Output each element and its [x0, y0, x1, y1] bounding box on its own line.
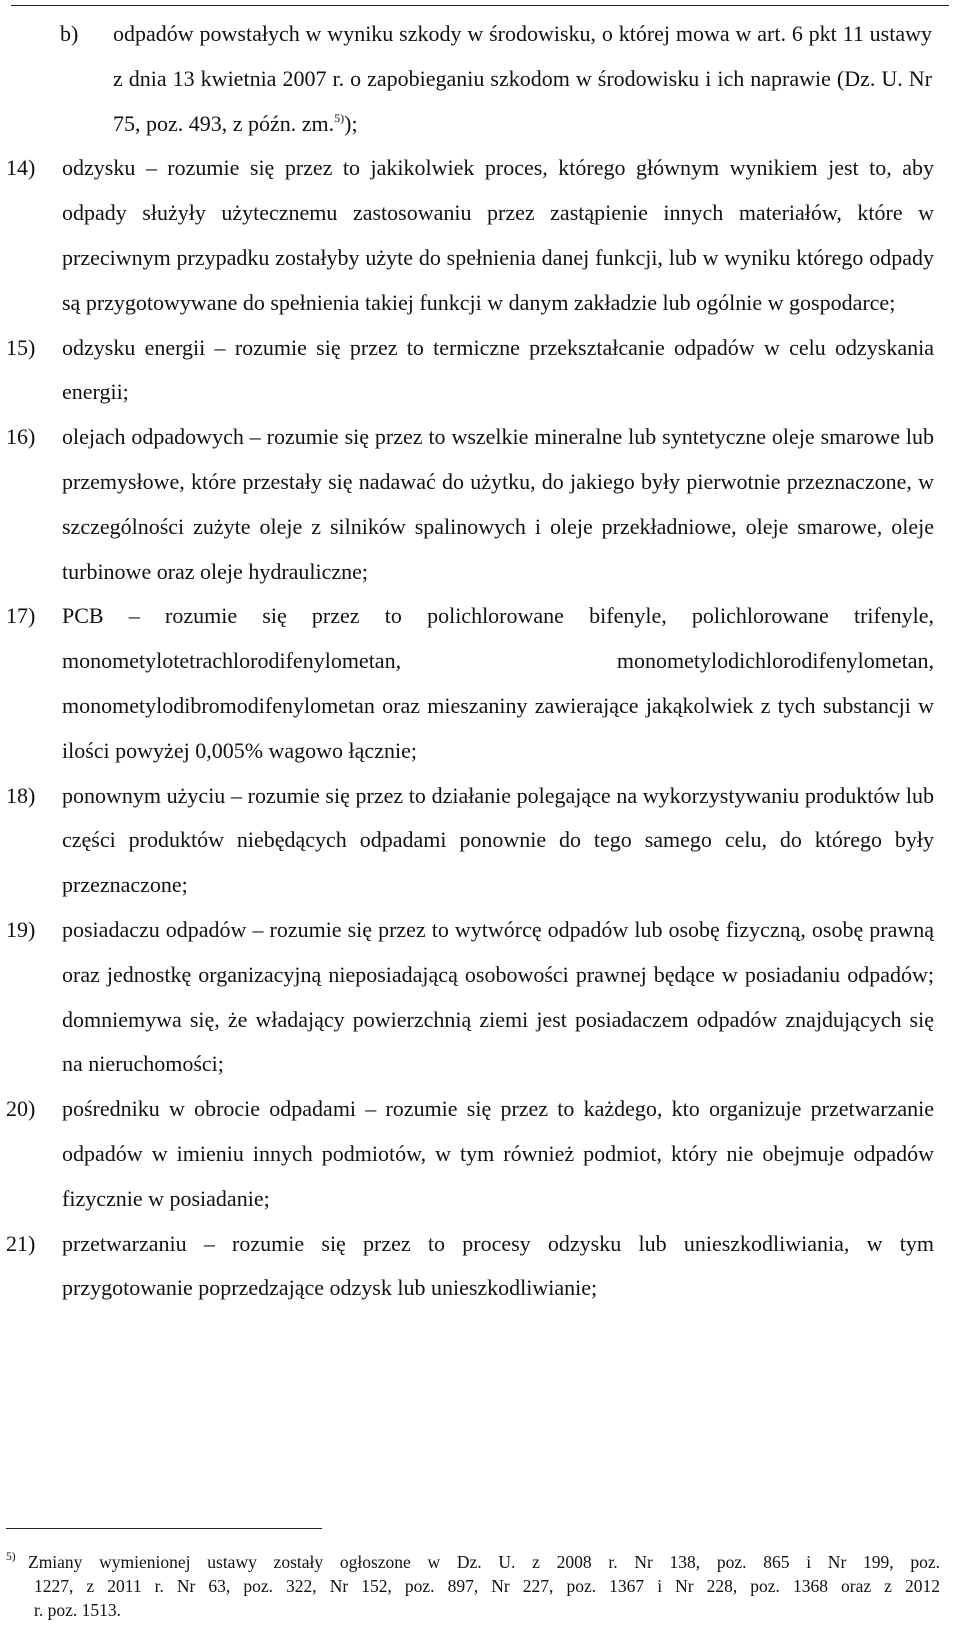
footnote-mark: 5)	[6, 1551, 16, 1563]
footnote	[6, 1550, 940, 1622]
list-item-21	[0, 1222, 960, 1312]
item-number: 17)	[6, 603, 36, 629]
item-text: PCB – rozumie się przez to polichlorowane bifenyle, polichlorowane trifenyle, monometylotetrachlorodifenylometan, monometylodichlorodifenylometan, monometylodibromodifenylometan oraz mieszaniny zawierające jakąkolwiek z tych substancji w ilości powyżej 0,005% wagowo łącznie;	[62, 603, 934, 763]
item-text: olejach odpadowych – rozumie się przez to wszelkie mineralne lub syntetyczne oleje smarowe lub przemysłowe, które przestały się nadawać do użytku, do jakiego były pierwotnie przeznaczone, w szczególności zużyte oleje z silników spalinowych i oleje przekładniowe, oleje smarowe, oleje turbinowe oraz oleje hydrauliczne;	[62, 424, 934, 584]
item-number: 19)	[6, 916, 36, 942]
item-text: posiadaczu odpadów – rozumie się przez to wytwórcę odpadów lub osobę fizyczną, osobę prawną oraz jednostkę organizacyjną nieposiadającą osobowości prawnej będące w posiadaniu odpadów; domniemywa się, że władający powierzchnią ziemi jest posiadaczem odpadów znajdujących się na nieruchomości;	[62, 916, 934, 1077]
footnote-line: r. poz. 1513.	[34, 1600, 122, 1620]
list-item-19	[0, 908, 960, 1087]
list-item-20	[0, 1087, 960, 1221]
footnote-line: Zmiany wymienionej ustawy zostały ogłoszone w Dz. U. z 2008 r. Nr 138, poz. 865 i Nr 199, poz.	[28, 1552, 940, 1572]
top-rule	[11, 5, 949, 6]
list-item-15	[0, 326, 960, 416]
item-number: 15)	[6, 334, 36, 360]
footnote-reference: 5)	[334, 110, 345, 125]
list-item-18	[0, 774, 960, 908]
item-number: 18)	[6, 782, 36, 808]
footnote-text	[28, 1550, 940, 1622]
item-text: ponownym użyciu – rozumie się przez to działanie polegające na wykorzystywaniu produktów lub części produktów niebędących odpadami ponownie do tego samego celu, do którego były przeznaczone;	[62, 782, 934, 898]
item-number: b)	[60, 21, 79, 46]
item-text-main: odpadów powstałych w wyniku szkody w środowisku, o której mowa w art. 6 pkt 11 ustawy z dnia 13 kwietnia 2007 r. o zapobieganiu szkodom w środowisku i ich naprawie (Dz. U. Nr 75, poz. 493, z późn. zm.	[113, 21, 932, 136]
list-item-16	[0, 415, 960, 594]
list-item-17	[0, 594, 960, 773]
list-item-b	[0, 12, 960, 146]
item-number: 20)	[6, 1096, 36, 1122]
item-text	[113, 12, 932, 146]
item-number: 21)	[6, 1230, 36, 1256]
item-text: odzysku energii – rozumie się przez to termiczne przekształcanie odpadów w celu odzyskania energii;	[62, 334, 934, 405]
item-number: 14)	[6, 155, 36, 181]
document-body	[0, 12, 960, 1311]
list-item-14	[0, 146, 960, 325]
footnote-separator	[6, 1528, 322, 1529]
item-text: pośredniku w obrocie odpadami – rozumie się przez to każdego, kto organizuje przetwarzanie odpadów w imieniu innych podmiotów, w tym również podmiot, który nie obejmuje odpadów fizycznie w posiadanie;	[62, 1096, 934, 1211]
footnote-line: 1227, z 2011 r. Nr 63, poz. 322, Nr 152, poz. 897, Nr 227, poz. 1367 i Nr 228, poz. 1368 oraz z 2012	[34, 1576, 940, 1596]
item-text-tail: );	[344, 110, 358, 136]
item-text: przetwarzaniu – rozumie się przez to procesy odzysku lub unieszkodliwiania, w tym przygotowanie poprzedzające odzysk lub unieszkodliwianie;	[62, 1230, 934, 1301]
item-number: 16)	[6, 424, 36, 450]
item-text: odzysku – rozumie się przez to jakikolwiek proces, którego głównym wynikiem jest to, aby odpady służyły użytecznemu zastosowaniu przez zastąpienie innych materiałów, które w przeciwnym przypadku zostałyby użyte do spełnienia danej funkcji, lub w wyniku którego odpady są przygotowywane do spełnienia takiej funkcji w danym zakładzie lub ogólnie w gospodarce;	[62, 155, 934, 315]
